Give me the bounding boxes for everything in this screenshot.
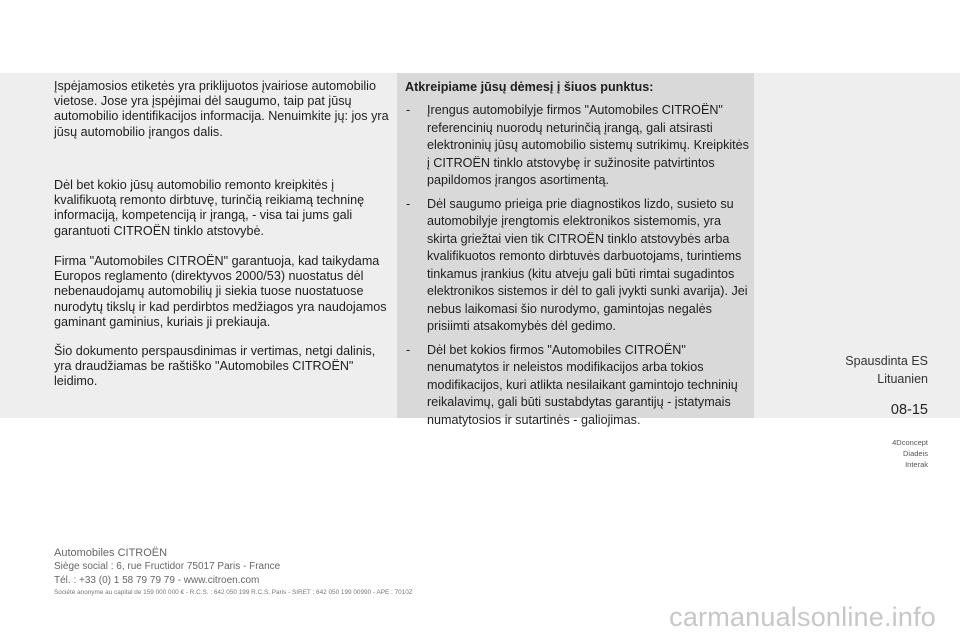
company-phone: Tél. : +33 (0) 1 58 79 79 79 - www.citroen.com [54,575,260,586]
paragraph-copyright: Šio dokumento perspausdinimas ir vertimas, netgi dalinis, yra draudžiamas be raštiško "Automobiles CITROËN" leidimo. [54,344,376,389]
bullet-dash: - [406,103,411,117]
paragraph-warning-labels: Įspėjamosios etiketės yra priklijuotos įvairiose automobilio vietose. Jose yra įspėjimai dėl saugumo, taip pat jūsų automobilio identifikacijos informacija. Nenuimkite jų: jos yra jūsų automobilio įrangos dalis. [54,79,389,139]
list-item [405,196,751,336]
language: Lituanien [877,372,928,386]
producer-tag: Diadeis [902,449,928,458]
producer-tag: 4Dconcept [892,438,928,447]
company-name: Automobiles CITROËN [54,547,168,559]
producer-tags [892,437,928,470]
legal-notice: Société anonyme au capital de 159 000 000 € - R.C.S. : 642 050 199 R.C.S. Paris - SIRET : 642 050 199 00990 - APE : 7010Z [54,589,413,596]
list-item [405,342,751,430]
bullet-text: Dėl saugumo prieiga prie diagnostikos lizdo, susieto su automobilyje įrengtomis elektronikos sistemomis, yra skirta griežtai vien tik CITROËN tinklo atstovybės arba kvalifikuotos remonto dirbtuvės darbuotojams, turintiems tinkamus įrankius (kitu atveju gali būti rimtai sugadintos elektronikos sistemos ir dėl to gali įvykti sunki avarija). Jei nebus laikomasi šio nurodymo, gamintojas negalės prisiimti atsakomybės dėl gedimo. [427,196,748,333]
bullet-text: Įrengus automobilyje firmos "Automobiles CITROËN" referencinių nuorodų neturinčią įrangą, gali atsirasti elektroninių jūsų automobilio sistemų sutrikimų. Kreipkitės į CITROËN tinklo atstovybę ir sužinosite patvirtintos papildomos įrangos asortimentą. [427,103,749,187]
list-item [405,102,751,190]
print-info [845,352,928,388]
attention-box [397,73,754,427]
footer [54,546,413,598]
attention-title: Atkreipiame jūsų dėmesį į šiuos punktus: [405,80,654,94]
producer-tag: Interak [905,460,928,469]
watermark: carmanualsonline.info [669,602,936,632]
printed-in: Spausdinta ES [845,354,928,368]
page-number: 08-15 [890,402,928,418]
attention-list [405,102,751,435]
bullet-text: Dėl bet kokios firmos "Automobiles CITROËN" nenumatytos ir neleistos modifikacijos arba tokios modifikacijos, kuri atlikta nesilaikant gamintojo techninių reikalavimų, gali būti sustabdytas garantijų - įstatymais numatytosios ir sutartinės - galiojimas. [427,342,738,427]
paragraph-recycling: Firma "Automobiles CITROËN" garantuoja, kad taikydama Europos reglamento (direktyvos 2000/53) nuostatus dėl nebenaudojamų automobilių ji siekia tuose nuostatuose nurodytų tikslų ir kad perdirbtos medžiagos yra naudojamos gaminant gaminius, kuriais ji prekiauja. [54,254,387,329]
paragraph-repair: Dėl bet kokio jūsų automobilio remonto kreipkitės į kvalifikuotą remonto dirbtuvę, turinčią reikiamą techninę informaciją, kompetenciją ir įrangą, - visa tai jums gali garantuoti CITROËN tinklo atstovybė. [54,178,365,238]
bullet-dash: - [406,196,411,211]
bullet-dash: - [406,342,411,357]
company-address: Siège social : 6, rue Fructidor 75017 Paris - France [54,561,281,572]
